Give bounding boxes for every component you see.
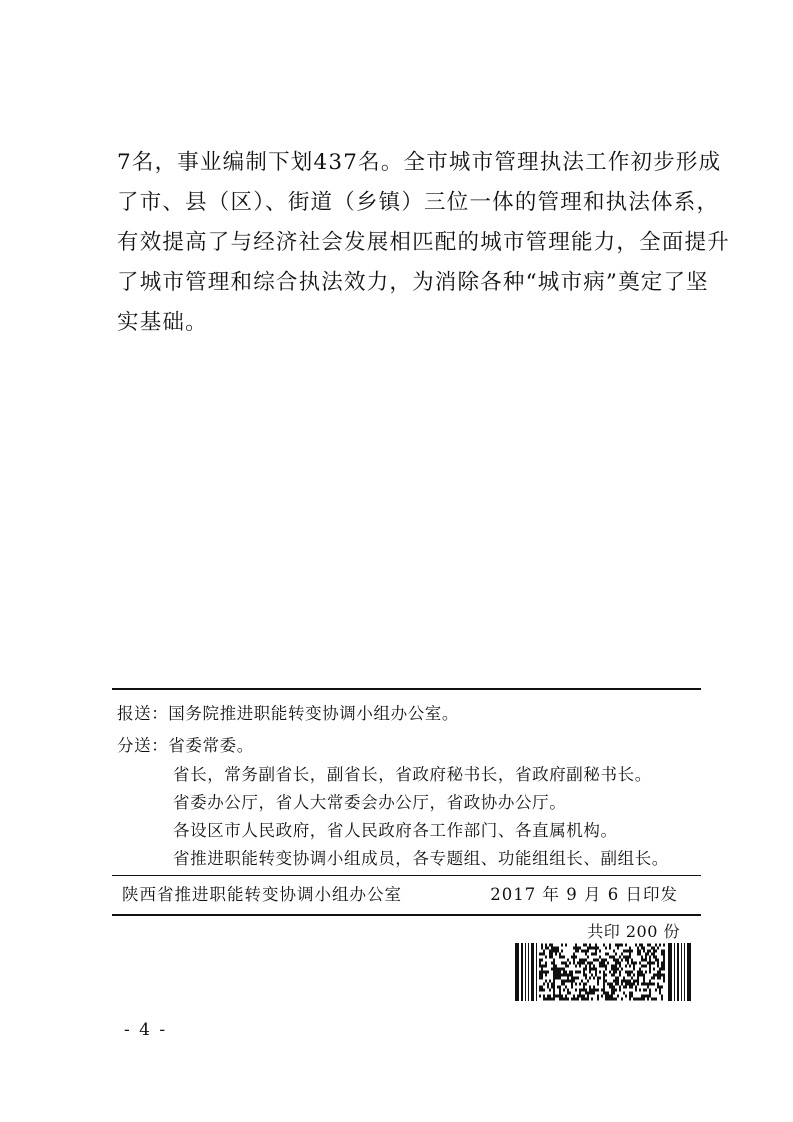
recipient-line: 省委办公厅，省人大常委会办公厅，省政协办公厅。	[173, 793, 567, 812]
recipient-line: 省推进职能转变协调小组成员，各专题组、功能组组长、副组长。	[173, 849, 669, 868]
body-line: 7名，事业编制下划437名。全市城市管理执法工作初步形成	[117, 150, 722, 175]
issuing-office: 陕西省推进职能转变协调小组办公室	[122, 885, 402, 904]
distribution-bottom-rule	[112, 914, 701, 916]
body-line: 实基础。	[117, 310, 208, 335]
recipient-line: 各设区市人民政府，省人民政府各工作部门、各直属机构。	[173, 821, 618, 840]
body-line: 了城市管理和综合执法效力，为消除各种“城市病”奠定了坚	[117, 270, 709, 295]
report-to-line: 报送：国务院推进职能转变协调小组办公室。	[117, 704, 459, 723]
page-number: - 4 -	[124, 1020, 168, 1040]
issue-date: 2017 年 9 月 6 日印发	[490, 885, 678, 904]
recipient-line: 省长，常务副省长，副省长，省政府秘书长，省政府副秘书长。	[173, 765, 652, 784]
distribution-middle-rule	[112, 875, 701, 876]
body-line: 了市、县（区）、街道（乡镇）三位一体的管理和执法体系，	[117, 190, 720, 215]
distribution-top-rule	[112, 688, 701, 690]
body-line: 有效提高了与经济社会发展相匹配的城市管理能力，全面提升	[117, 230, 730, 255]
send-to-line: 分送：省委常委。	[117, 736, 254, 755]
print-copies: 共印 200 份	[587, 922, 680, 941]
body-paragraph	[117, 143, 730, 343]
pdf417-barcode	[515, 943, 691, 1001]
